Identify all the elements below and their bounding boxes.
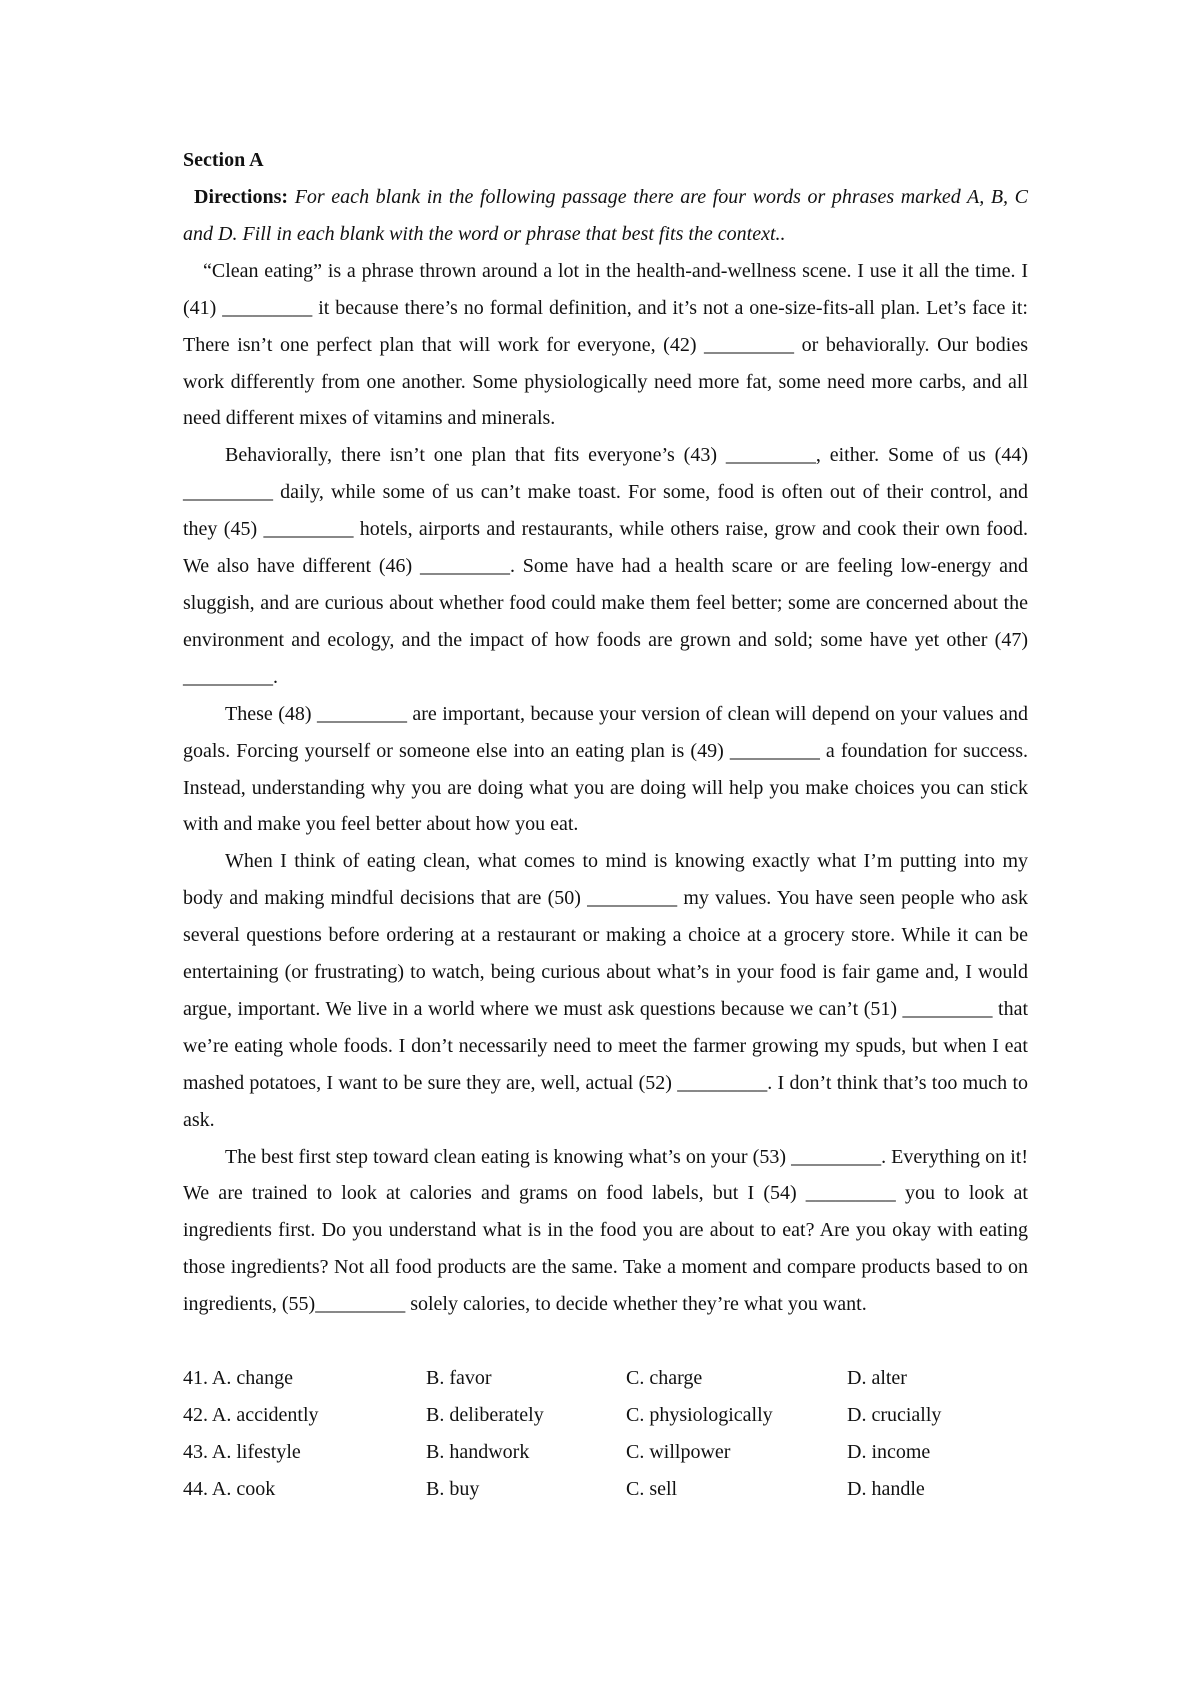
option-41-d: D. alter (847, 1367, 907, 1390)
passage-paragraph-1: “Clean eating” is a phrase thrown around a lot in the health-and-wellness scene. I use it all the time. I (41) _________ it because there’s no formal definition, and it’s not a one-size-fits-all plan. Let’s face it: There isn’t one perfect plan that will work for everyone, (42) _________ or behaviorally. Our bodies work differently from one another. Some physiologically need more fat, some need more carbs, and all need different mixes of vitamins and minerals. (183, 259, 1028, 430)
option-row-41 (183, 1360, 1028, 1397)
option-41-a: 41. A. change (183, 1367, 293, 1390)
option-41-b: B. favor (426, 1367, 492, 1390)
passage-paragraph-2: Behaviorally, there isn’t one plan that fits everyone’s (43) _________, either. Some of us (44) _________ daily, while some of us can’t make toast. For some, food is often out of their control, and they (45) _________ hotels, airports and restaurants, while others raise, grow and cook their own food. We also have different (46) _________. Some have had a health scare or are feeling low-energy and sluggish, and are curious about whether food could make them feel better; some are concerned about the environment and ecology, and the impact of how foods are grown and sold; some have yet other (47) _________. (183, 444, 1028, 688)
option-42-c: C. physiologically (626, 1404, 773, 1427)
section-title: Section A (183, 149, 264, 171)
option-42-d: D. crucially (847, 1404, 942, 1427)
option-row-44 (183, 1471, 1028, 1508)
option-44-c: C. sell (626, 1478, 678, 1501)
option-42-b: B. deliberately (426, 1404, 544, 1427)
document-page (183, 142, 1028, 1508)
option-42-a: 42. A. accidently (183, 1404, 319, 1427)
option-43-d: D. income (847, 1441, 931, 1464)
directions-text: For each blank in the following passage there are four words or phrases marked A, B, C and D. Fill in each blank with the word or phrase that best fits the context.. (183, 186, 1028, 245)
passage-paragraph-3: These (48) _________ are important, because your version of clean will depend on your values and goals. Forcing yourself or someone else into an eating plan is (49) _________ a foundation for success. Instead, understanding why you are doing what you are doing will help you make choices you can stick with and make you feel better about how you eat. (183, 702, 1028, 836)
passage-paragraph-4: When I think of eating clean, what comes to mind is knowing exactly what I’m putting into my body and making mindful decisions that are (50) _________ my values. You have seen people who ask several questions before ordering at a restaurant or making a choice at a grocery store. While it can be entertaining (or frustrating) to watch, being curious about what’s in your food is fair game and, I would argue, important. We live in a world where we must ask questions because we can’t (51) _________ that we’re eating whole foods. I don’t necessarily need to meet the farmer growing my spuds, but when I eat mashed potatoes, I want to be sure they are, well, actual (52) _________. I don’t think that’s too much to ask. (183, 850, 1028, 1131)
option-row-43 (183, 1434, 1028, 1471)
option-44-a: 44. A. cook (183, 1478, 276, 1501)
option-43-c: C. willpower (626, 1441, 731, 1464)
directions-label: Directions: (194, 186, 289, 208)
passage-paragraph-5: The best first step toward clean eating is knowing what’s on your (53) _________. Everything on it! We are trained to look at calories and grams on food labels, but I (54) _________ you to look at ingredients first. Do you understand what is in the food you are about to eat? Are you okay with eating those ingredients? Not all food products are the same. Take a moment and compare products based to on ingredients, (55)_________ solely calories, to decide whether they’re what you want. (183, 1145, 1028, 1316)
option-41-c: C. charge (626, 1367, 703, 1390)
answer-options (183, 1360, 1028, 1508)
option-row-42 (183, 1397, 1028, 1434)
option-43-a: 43. A. lifestyle (183, 1441, 301, 1464)
option-44-b: B. buy (426, 1478, 480, 1501)
option-44-d: D. handle (847, 1478, 925, 1501)
option-43-b: B. handwork (426, 1441, 530, 1464)
directions (183, 179, 1028, 253)
